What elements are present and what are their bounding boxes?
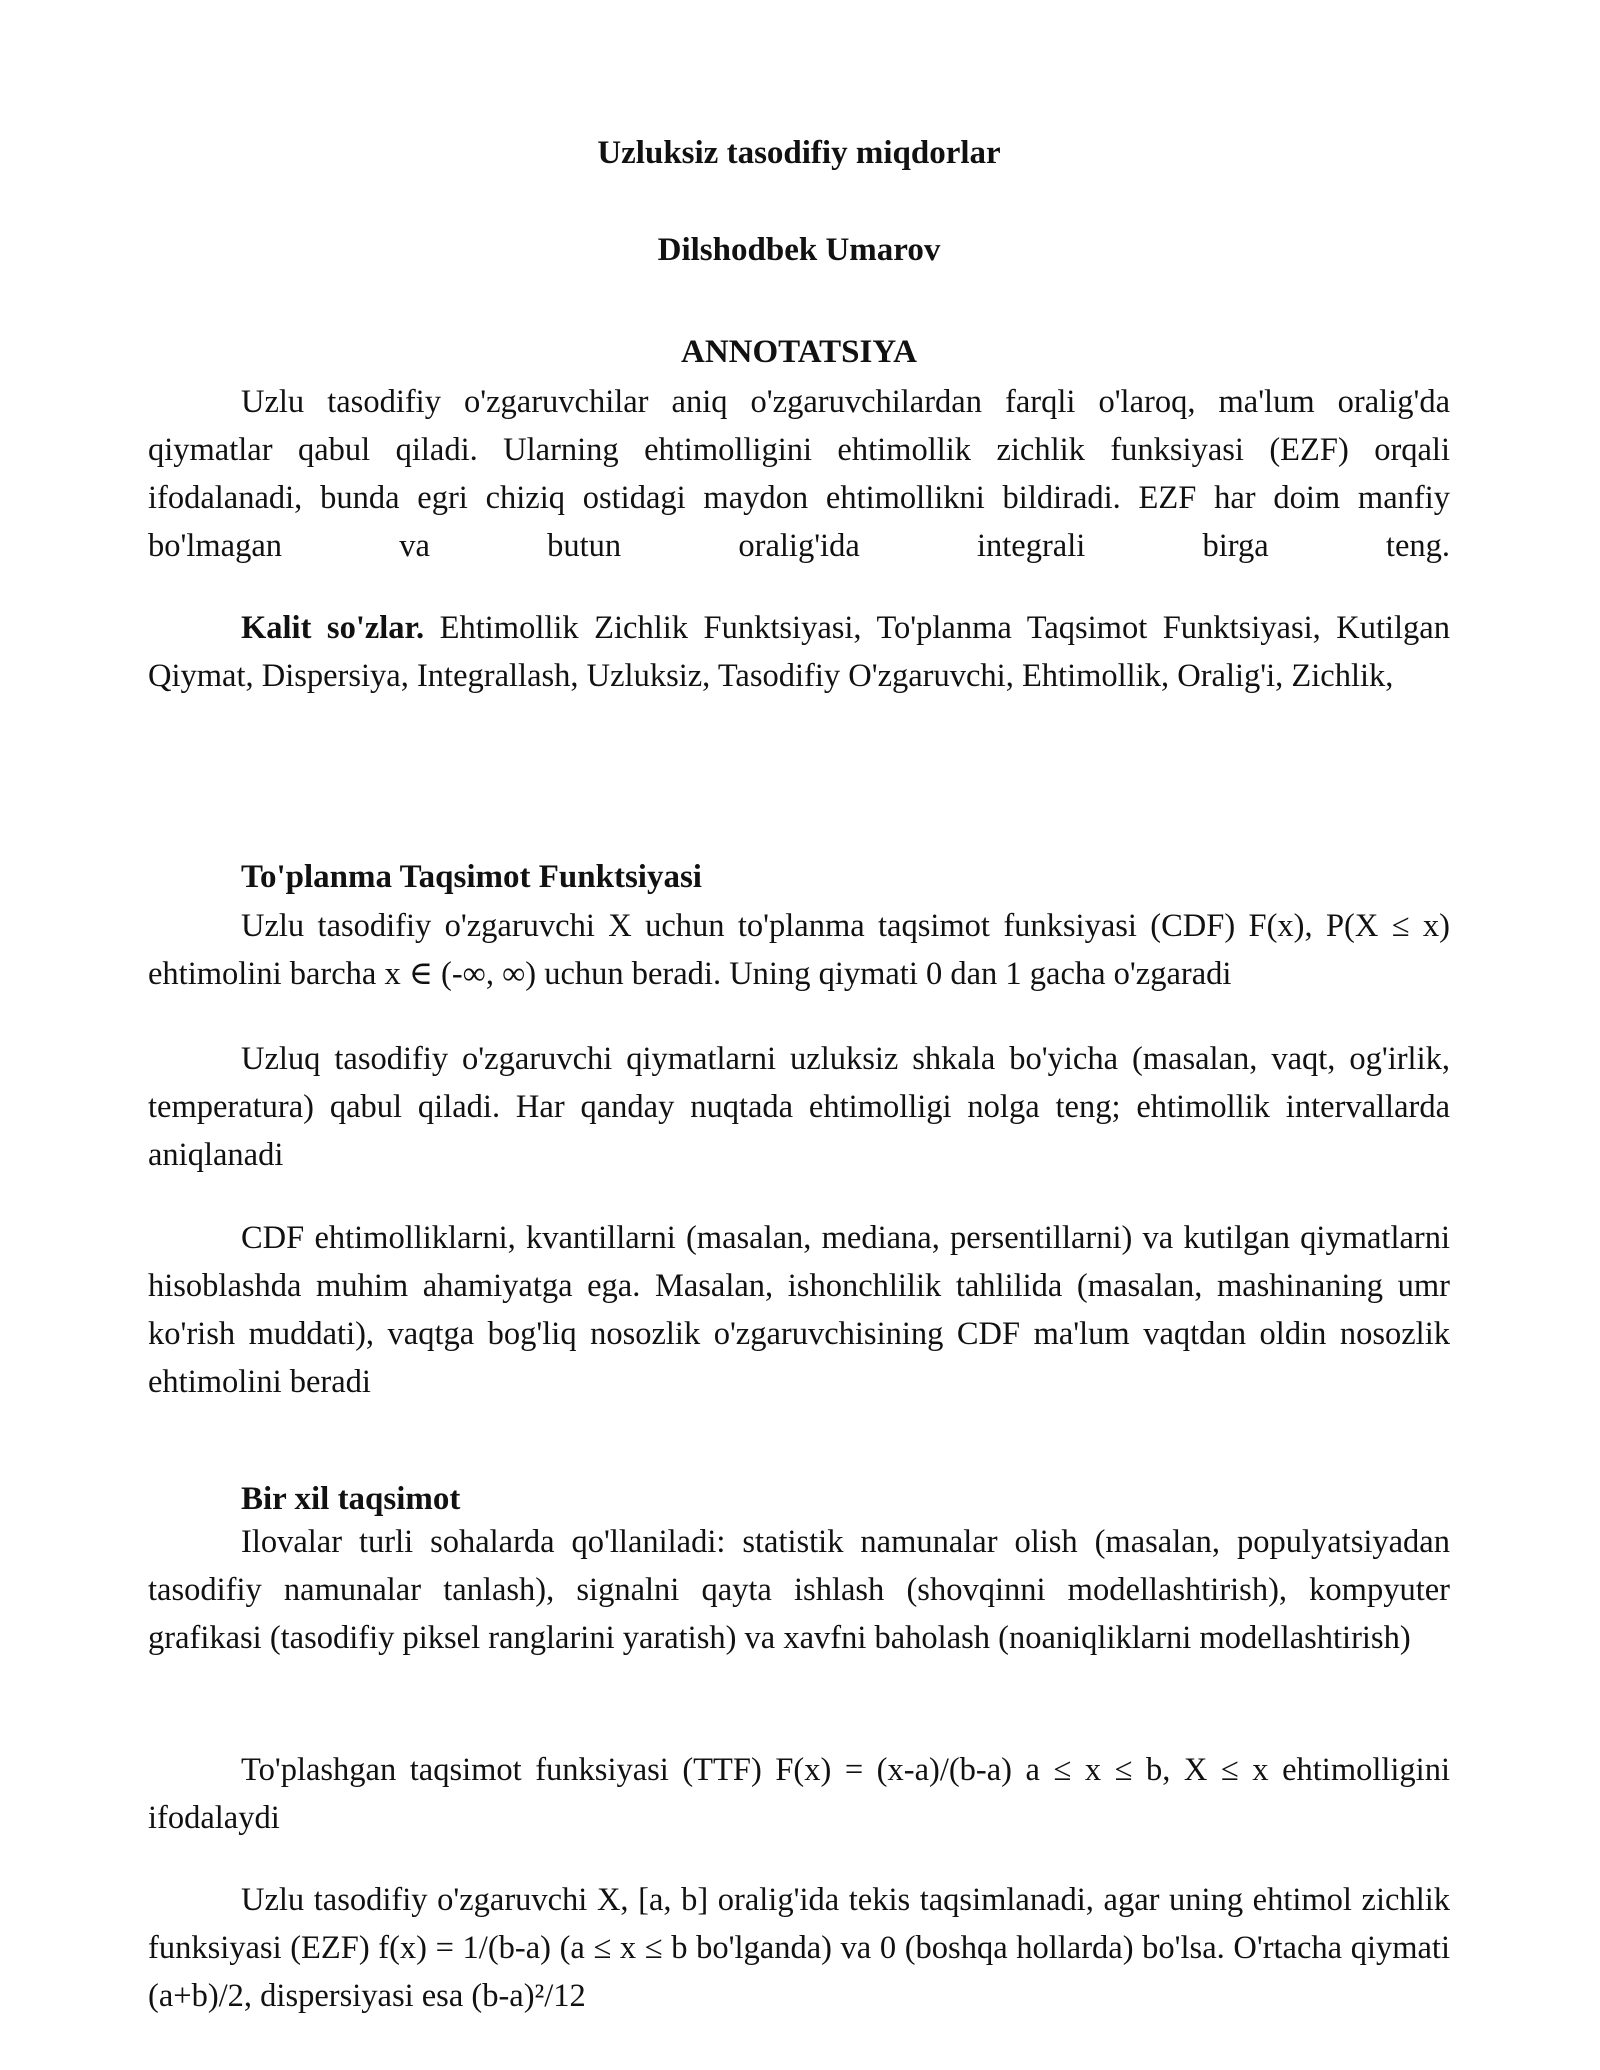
uniform-paragraph-2: To'plashgan taqsimot funksiyasi (TTF) F(x) = (x-a)/(b-a) a ≤ x ≤ b, X ≤ x ehtimolligini ifodalaydi [148, 1752, 1450, 1836]
cdf-paragraph-2: Uzluq tasodifiy o'zgaruvchi qiymatlarni uzluksiz shkala bo'yicha (masalan, vaqt, og'irlik, temperatura) qabul qiladi. Har qanday nuqtada ehtimolligi nolga teng; ehtimollik intervallarda aniqlanadi [148, 1041, 1450, 1173]
keywords-paragraph [148, 604, 1450, 700]
abstract-paragraph: Uzlu tasodifiy o'zgaruvchilar aniq o'zgaruvchilardan farqli o'laroq, ma'lum oralig'da qiymatlar qabul qiladi. Ularning ehtimolligini ehtimollik zichlik funksiyasi (EZF) orqali ifodalanadi, bunda egri chiziq ostidagi maydon ehtimollikni bildiradi. EZF har doim manfiy bo'lmagan va butun oralig'ida integrali birga teng. [148, 384, 1450, 564]
author-name: Dilshodbek Umarov [657, 232, 941, 268]
section-heading-cdf: To'planma Taqsimot Funktsiyasi [241, 859, 702, 895]
document-title: Uzluksiz tasodifiy miqdorlar [597, 135, 1001, 171]
cdf-paragraph-3: CDF ehtimolliklarni, kvantillarni (masalan, mediana, persentillarni) va kutilgan qiymatlarni hisoblashda muhim ahamiyatga ega. Masalan, ishonchlilik tahlilida (masalan, mashinaning umr ko'rish muddati), vaqtga bog'liq nosozlik o'zgaruvchisining CDF ma'lum vaqtdan oldin nosozlik ehtimolini beradi [148, 1220, 1450, 1400]
keywords-label: Kalit so'zlar. [241, 610, 425, 646]
uniform-paragraph-3: Uzlu tasodifiy o'zgaruvchi X, [a, b] oralig'ida tekis taqsimlanadi, agar uning ehtimol zichlik funksiyasi (EZF) f(x) = 1/(b-a) (a ≤ x ≤ b bo'lganda) va 0 (boshqa hollarda) bo'lsa. O'rtacha qiymati (a+b)/2, dispersiyasi esa (b-a)²/12 [148, 1882, 1450, 2014]
cdf-paragraph-1: Uzlu tasodifiy o'zgaruvchi X uchun to'planma taqsimot funksiyasi (CDF) F(x), P(X ≤ x) ehtimolini barcha x ∈ (-∞, ∞) uchun beradi. Uning qiymati 0 dan 1 gacha o'zgaradi [148, 908, 1450, 992]
section-heading-uniform: Bir xil taqsimot [241, 1481, 461, 1517]
abstract-heading: ANNOTATSIYA [681, 334, 917, 370]
uniform-paragraph-1: Ilovalar turli sohalarda qo'llaniladi: statistik namunalar olish (masalan, populyatsiyadan tasodifiy namunalar tanlash), signalni qayta ishlash (shovqinni modellashtirish), kompyuter grafikasi (tasodifiy piksel ranglarini yaratish) va xavfni baholash (noaniqliklarni modellashtirish) [148, 1524, 1450, 1656]
keywords-text: Ehtimollik Zichlik Funktsiyasi, To'planma Taqsimot Funktsiyasi, Kutilgan Qiymat, Dispersiya, Integrallash, Uzluksiz, Tasodifiy O'zgaruvchi, Ehtimollik, Oralig'i, Zichlik, [148, 610, 1450, 694]
